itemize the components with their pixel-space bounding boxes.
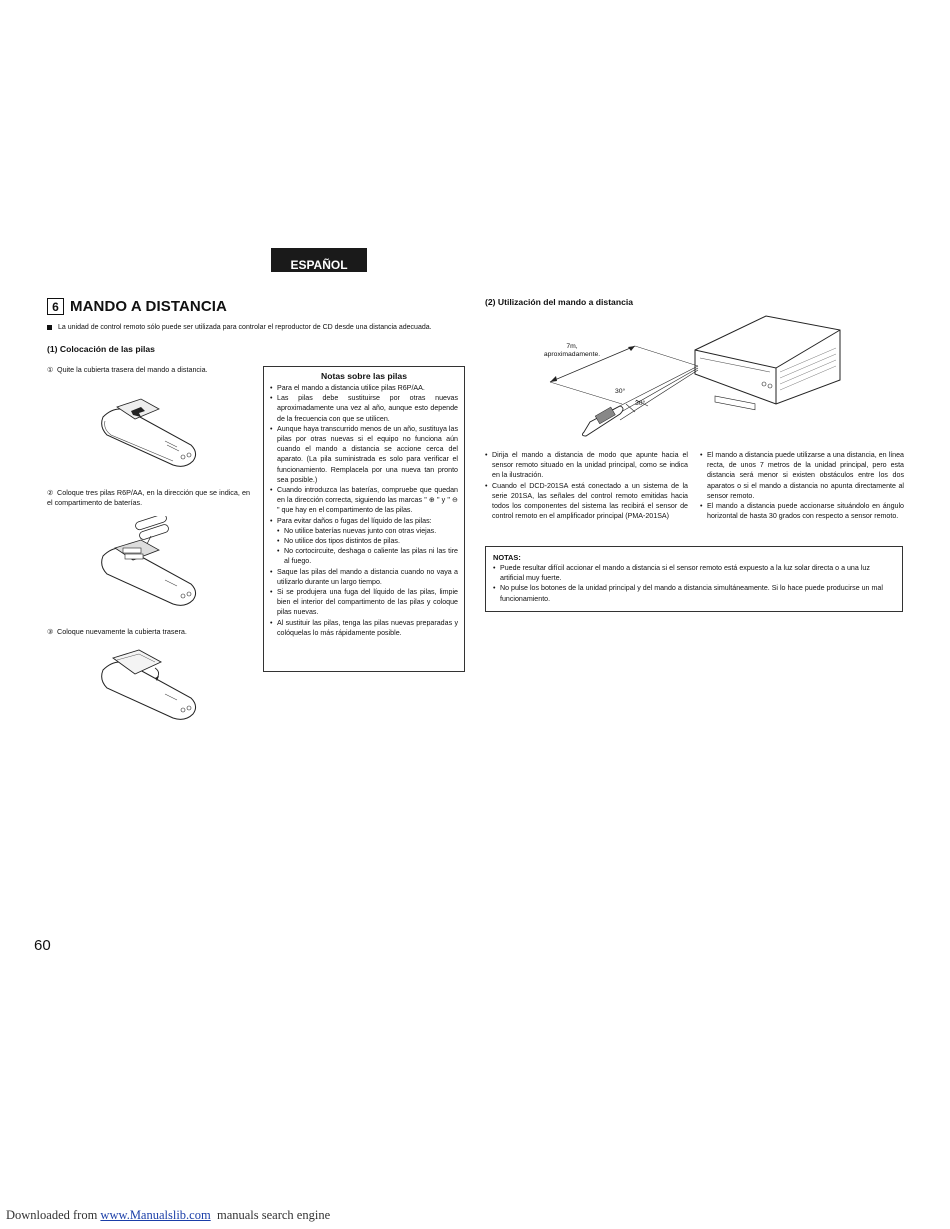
footer-suffix: manuals search engine — [210, 1208, 331, 1222]
remote-battery-insertion-illustration — [95, 516, 205, 612]
angle-label-1: 30° — [615, 388, 626, 395]
distance-label — [538, 343, 606, 359]
section-title-text: MANDO A DISTANCIA — [70, 298, 227, 315]
usage-column-right — [700, 450, 904, 521]
notes-title: NOTAS: — [493, 553, 521, 562]
step-text: Coloque tres pilas R6P/AA, en la dirección que se indica, en el compartimento de baterías. — [47, 488, 250, 507]
intro-text-content: La unidad de control remoto sólo puede ser utilizada para controlar el reproductor de CD desde una distancia adecuada. — [58, 324, 432, 331]
list-item: • El mando a distancia puede utilizarse a una distancia, en línea recta, de unos 7 metros de la unidad principal, pero esta distancia será menor si existen obstáculos entre los dos aparatos o si el mando a distancia no apunta directamente al sensor remoto. — [700, 450, 904, 501]
footer-prefix: Downloaded from — [6, 1208, 101, 1222]
list-item: • Para el mando a distancia utilice pilas R6P/AA. — [270, 383, 458, 393]
step-1 — [47, 365, 252, 375]
intro-text — [47, 324, 432, 331]
notes-box — [485, 546, 903, 612]
manualslib-link[interactable]: www.Manualslib.com — [100, 1208, 211, 1222]
remote-cover-removal-illustration — [95, 395, 205, 473]
list-item: • Saque las pilas del mando a distancia cuando no vaya a utilizarlo durante un largo tiempo. — [270, 567, 458, 587]
list-item: • El mando a distancia puede accionarse situándolo en ángulo horizontal de hasta 30 grados con respecto a sensor remoto. — [700, 501, 904, 521]
list-subitem: • No utilice baterías nuevas junto con otras viejas. — [270, 526, 458, 536]
distance-qualifier: aproximadamente. — [543, 351, 601, 358]
battery-notes-title: Notas sobre las pilas — [321, 371, 407, 381]
list-item: • Dirija el mando a distancia de modo que apunte hacia el sensor remoto situado en la unidad principal, como se indica en la ilustración. — [485, 450, 688, 481]
list-item: • Puede resultar difícil accionar el mando a distancia si el sensor remoto está expuesto a la luz solar directa o a una luz artificial muy fuerte. — [493, 563, 895, 583]
list-item: • Cuando introduzca las baterías, compruebe que quedan en la dirección correcta, siguiendo las marcas " ⊕ " y " ⊖ " que hay en el compartimento de las pilas. — [270, 485, 458, 516]
remote-range-diagram — [540, 310, 850, 440]
remote-cover-replacement-illustration — [95, 648, 205, 724]
list-item: • Al sustituir las pilas, tenga las pilas nuevas preparadas y colóquelas lo más rápidamente posible. — [270, 618, 458, 638]
subsection-title-usage: (2) Utilización del mando a distancia — [485, 297, 634, 307]
battery-notes-list — [270, 383, 458, 638]
list-item: • Si se produjera una fuga del líquido de las pilas, limpie bien el interior del compartimento de las pilas y coloque pilas nuevas. — [270, 587, 458, 618]
step-text: Coloque nuevamente la cubierta trasera. — [57, 627, 187, 636]
list-item: • No pulse los botones de la unidad principal y del mando a distancia simultáneamente. Si lo hace puede producirse un mal funcionamiento. — [493, 583, 895, 603]
step-number: ② — [47, 488, 54, 497]
step-3 — [47, 627, 252, 637]
angle-label-2: 30° — [635, 400, 646, 407]
footer — [6, 1208, 330, 1223]
step-2 — [47, 488, 250, 508]
list-subitem: • No cortocircuite, deshaga o caliente las pilas ni las tire al fuego. — [270, 546, 458, 566]
list-subitem: • No utilice dos tipos distintos de pilas. — [270, 536, 458, 546]
section-number: 6 — [47, 298, 64, 315]
list-item: • Cuando el DCD-201SA está conectado a un sistema de la serie 201SA, las señales del control remoto emitidas hacia todos los componentes del sistema las recibirá el sensor de control remoto en el amplificador principal (PMA-201SA) — [485, 481, 688, 522]
language-tab: ESPAÑOL — [271, 248, 367, 272]
list-item: • Para evitar daños o fugas del líquido de las pilas: — [270, 516, 458, 526]
battery-notes-box — [263, 366, 465, 672]
distance-value: 7m, — [566, 343, 578, 350]
square-bullet-icon — [47, 325, 52, 330]
list-item: • Las pilas debe sustituirse por otras nuevas aproximadamente una vez al año, aunque esto depende de la frecuencia con que se utilicen. — [270, 393, 458, 424]
step-number: ① — [47, 365, 54, 374]
list-item: • Aunque haya transcurrido menos de un año, sustituya las pilas por otras nuevas si el equipo no funciona aún cuando el mando a distancia se accione cerca del aparato. (La pila suministrada es solo para verificar el funcionamiento. Remplacela por una nueva tan pronto sea posible.) — [270, 424, 458, 485]
step-number: ③ — [47, 627, 54, 636]
subsection-title-batteries: (1) Colocación de las pilas — [47, 344, 155, 354]
page-number: 60 — [34, 937, 51, 954]
step-text: Quite la cubierta trasera del mando a distancia. — [57, 365, 208, 374]
usage-column-left — [485, 450, 688, 521]
section-title — [47, 298, 227, 315]
